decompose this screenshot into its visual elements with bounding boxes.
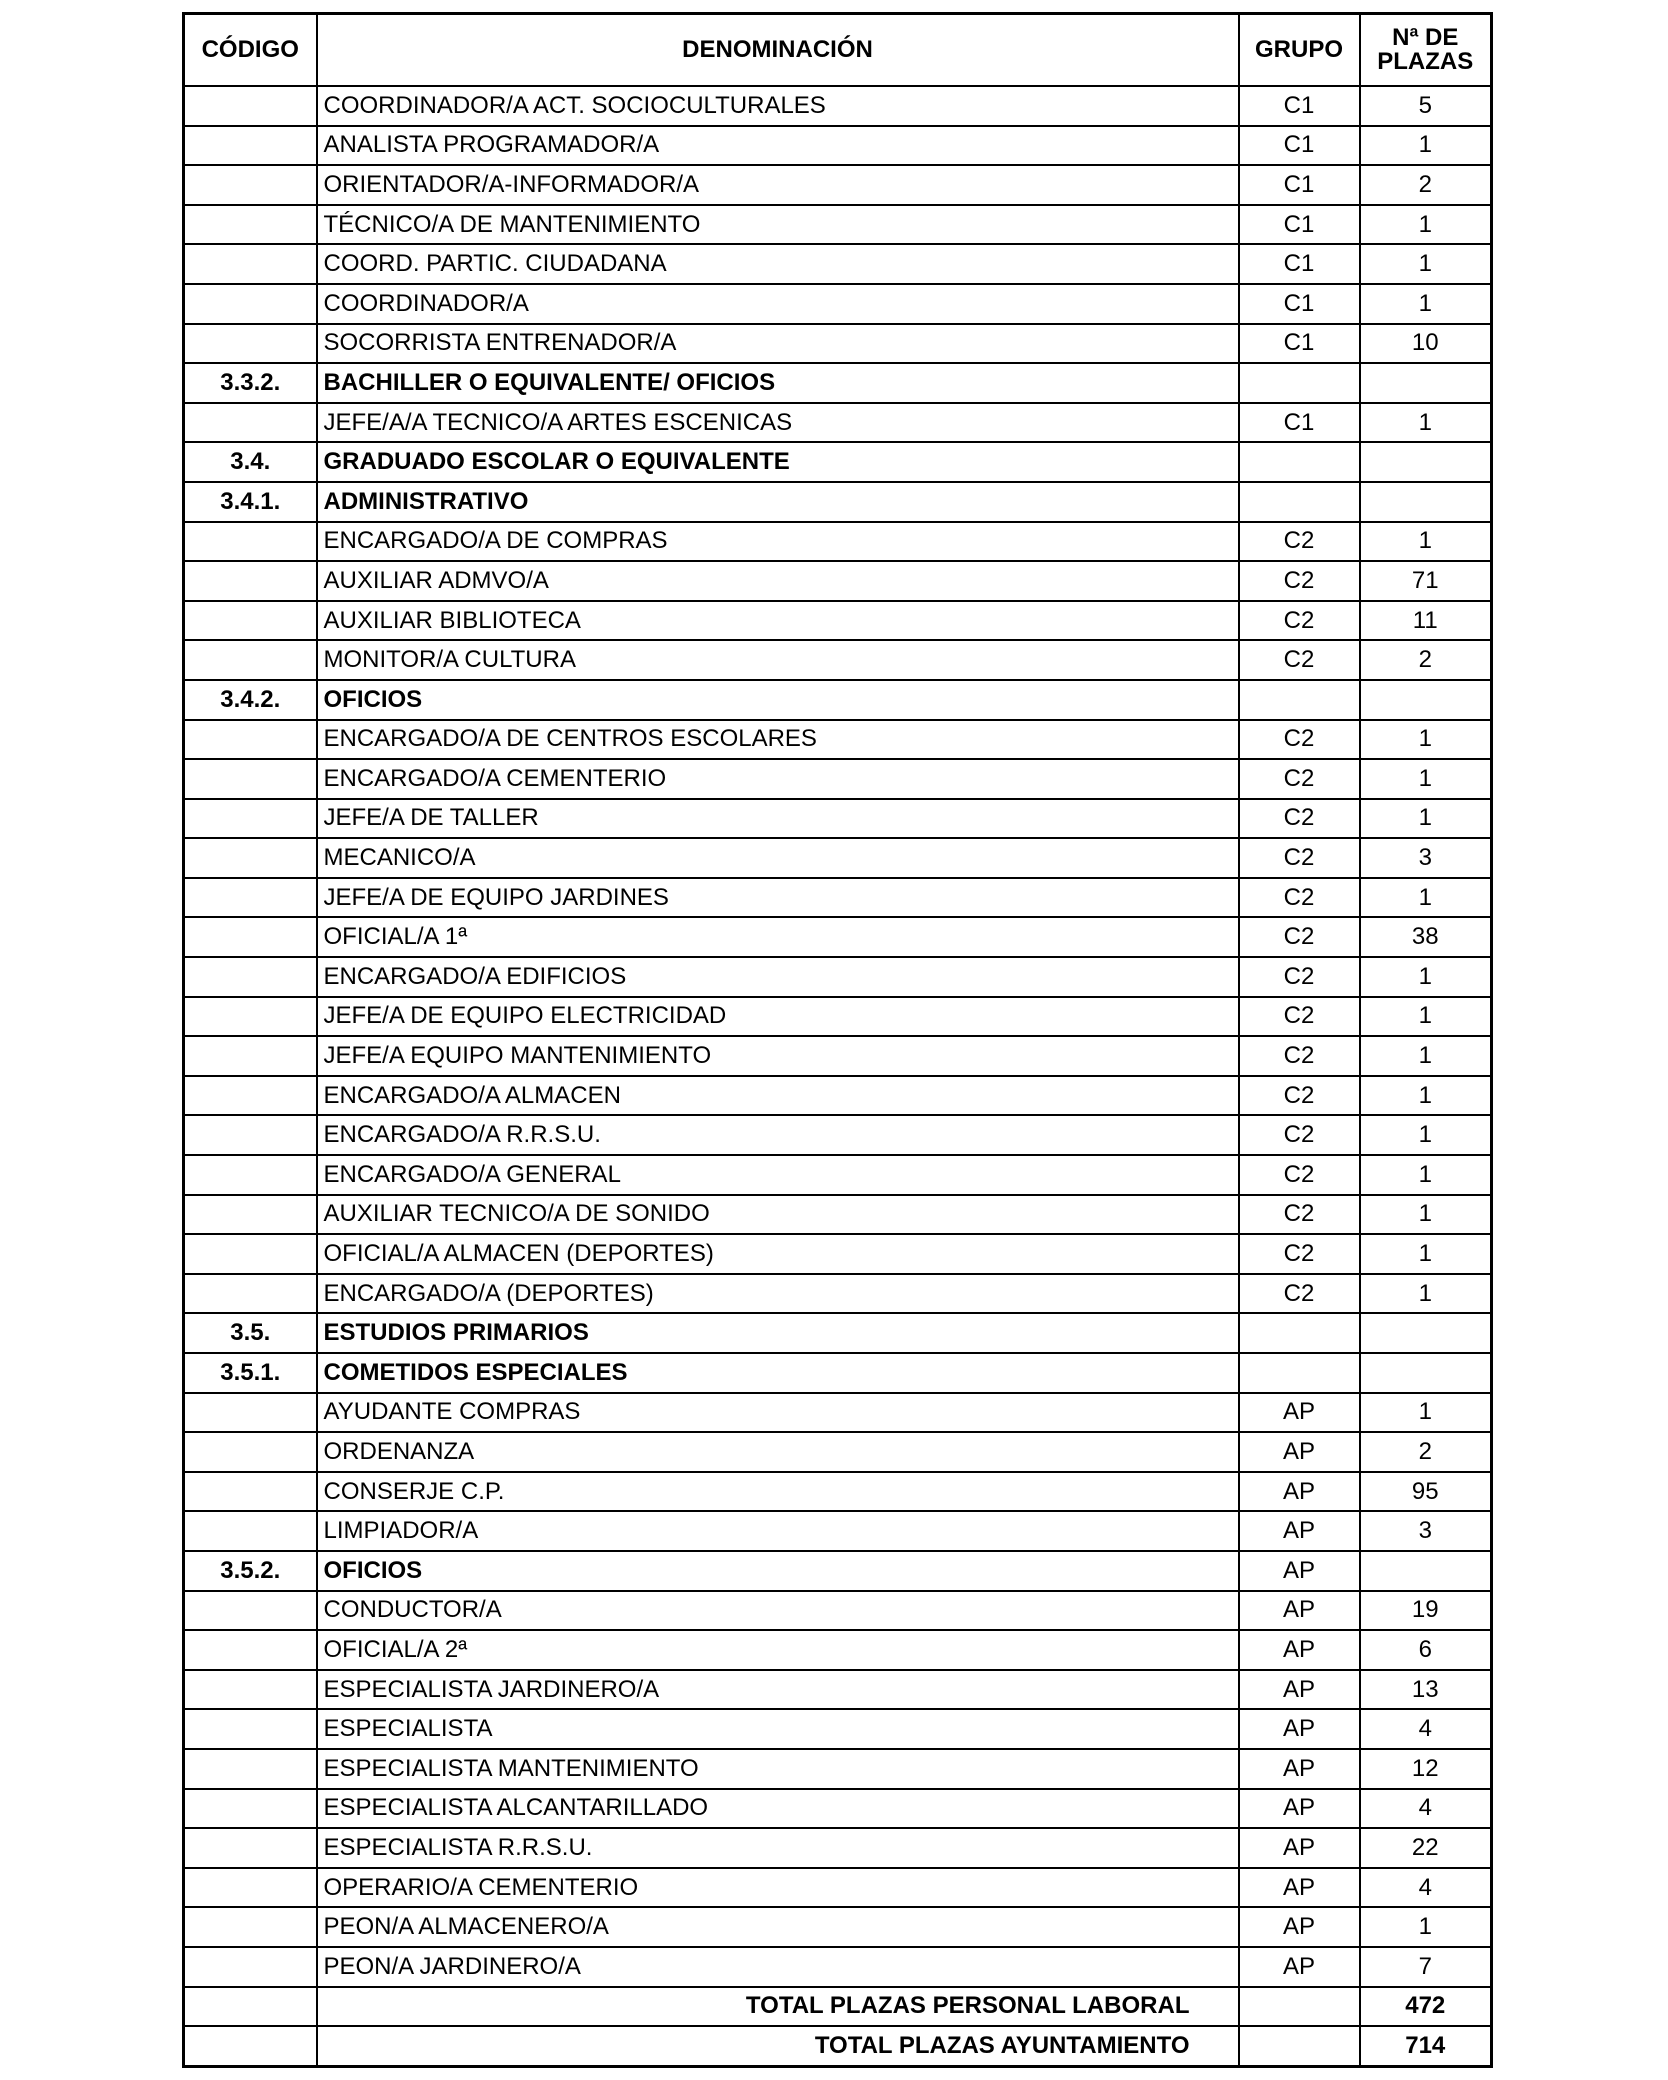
cell-denominacion: MECANICO/A xyxy=(317,838,1239,878)
cell-plazas: 1 xyxy=(1360,1907,1492,1947)
table-row xyxy=(184,86,1492,126)
cell-grupo: C2 xyxy=(1239,917,1360,957)
cell-grupo: AP xyxy=(1239,1828,1360,1868)
header-row xyxy=(184,14,1492,87)
cell-grupo: AP xyxy=(1239,1432,1360,1472)
table-row xyxy=(184,1393,1492,1433)
table-row xyxy=(184,244,1492,284)
cell-grupo: C2 xyxy=(1239,1195,1360,1235)
cell-denominacion: AUXILIAR BIBLIOTECA xyxy=(317,601,1239,641)
cell-plazas: 1 xyxy=(1360,878,1492,918)
cell-grupo xyxy=(1239,1313,1360,1353)
cell-codigo xyxy=(184,324,317,364)
cell-denominacion: ESPECIALISTA JARDINERO/A xyxy=(317,1670,1239,1710)
cell-grupo: AP xyxy=(1239,1749,1360,1789)
table-row xyxy=(184,1670,1492,1710)
cell-plazas: 1 xyxy=(1360,957,1492,997)
cell-plazas: 1 xyxy=(1360,244,1492,284)
cell-codigo: 3.5. xyxy=(184,1313,317,1353)
cell-grupo: AP xyxy=(1239,1393,1360,1433)
cell-grupo xyxy=(1239,363,1360,403)
cell-grupo: C1 xyxy=(1239,324,1360,364)
cell-grupo xyxy=(1239,442,1360,482)
table-row xyxy=(184,1195,1492,1235)
cell-plazas: 2 xyxy=(1360,640,1492,680)
cell-plazas: 1 xyxy=(1360,403,1492,443)
cell-denominacion: ENCARGADO/A R.R.S.U. xyxy=(317,1115,1239,1155)
table-row xyxy=(184,1868,1492,1908)
cell-codigo xyxy=(184,126,317,166)
cell-plazas: 6 xyxy=(1360,1630,1492,1670)
cell-plazas: 3 xyxy=(1360,838,1492,878)
cell-codigo xyxy=(184,997,317,1037)
cell-codigo xyxy=(184,403,317,443)
cell-plazas: 1 xyxy=(1360,205,1492,245)
cell-codigo xyxy=(184,1393,317,1433)
cell-plazas: 11 xyxy=(1360,601,1492,641)
cell-grupo: AP xyxy=(1239,1551,1360,1591)
cell-grupo: AP xyxy=(1239,1789,1360,1829)
cell-denominacion: MONITOR/A CULTURA xyxy=(317,640,1239,680)
cell-grupo: C2 xyxy=(1239,640,1360,680)
cell-codigo xyxy=(184,838,317,878)
table-row xyxy=(184,601,1492,641)
cell-grupo: C2 xyxy=(1239,878,1360,918)
cell-codigo xyxy=(184,1630,317,1670)
cell-plazas: 2 xyxy=(1360,165,1492,205)
table-row xyxy=(184,403,1492,443)
cell-grupo: C1 xyxy=(1239,165,1360,205)
cell-codigo xyxy=(184,878,317,918)
cell-plazas xyxy=(1360,1313,1492,1353)
table-row xyxy=(184,640,1492,680)
cell-plazas: 1 xyxy=(1360,720,1492,760)
table-row xyxy=(184,1036,1492,1076)
cell-denominacion: BACHILLER O EQUIVALENTE/ OFICIOS xyxy=(317,363,1239,403)
cell-codigo xyxy=(184,1789,317,1829)
cell-plazas: 19 xyxy=(1360,1591,1492,1631)
section-row xyxy=(184,680,1492,720)
cell-denominacion: PEON/A ALMACENERO/A xyxy=(317,1907,1239,1947)
cell-plazas: 13 xyxy=(1360,1670,1492,1710)
cell-denominacion: CONSERJE C.P. xyxy=(317,1472,1239,1512)
cell-codigo xyxy=(184,1947,317,1987)
cell-codigo xyxy=(184,2026,317,2066)
cell-codigo xyxy=(184,1155,317,1195)
cell-grupo: C1 xyxy=(1239,126,1360,166)
cell-codigo xyxy=(184,1234,317,1274)
cell-denominacion: COORDINADOR/A xyxy=(317,284,1239,324)
cell-denominacion: JEFE/A/A TECNICO/A ARTES ESCENICAS xyxy=(317,403,1239,443)
cell-denominacion: LIMPIADOR/A xyxy=(317,1511,1239,1551)
section-row xyxy=(184,1353,1492,1393)
cell-codigo xyxy=(184,561,317,601)
cell-grupo: AP xyxy=(1239,1472,1360,1512)
table-row xyxy=(184,205,1492,245)
cell-codigo xyxy=(184,1749,317,1789)
cell-plazas: 10 xyxy=(1360,324,1492,364)
cell-codigo xyxy=(184,601,317,641)
cell-plazas: 1 xyxy=(1360,1393,1492,1433)
table-row xyxy=(184,917,1492,957)
table-row xyxy=(184,126,1492,166)
table-row xyxy=(184,1630,1492,1670)
cell-grupo xyxy=(1239,1987,1360,2027)
cell-grupo xyxy=(1239,2026,1360,2066)
header-plazas-line1: Nª DE xyxy=(1392,24,1459,51)
cell-plazas: 1 xyxy=(1360,1274,1492,1314)
cell-plazas xyxy=(1360,680,1492,720)
cell-grupo: C2 xyxy=(1239,1234,1360,1274)
table-row xyxy=(184,1432,1492,1472)
cell-denominacion: ENCARGADO/A ALMACEN xyxy=(317,1076,1239,1116)
cell-denominacion: ENCARGADO/A DE COMPRAS xyxy=(317,522,1239,562)
cell-codigo: 3.4. xyxy=(184,442,317,482)
cell-denominacion: OFICIAL/A 2ª xyxy=(317,1630,1239,1670)
cell-codigo xyxy=(184,1828,317,1868)
cell-grupo: AP xyxy=(1239,1868,1360,1908)
cell-codigo xyxy=(184,1195,317,1235)
cell-codigo xyxy=(184,1868,317,1908)
cell-denominacion: JEFE/A DE EQUIPO JARDINES xyxy=(317,878,1239,918)
table-row xyxy=(184,1591,1492,1631)
cell-denominacion: TÉCNICO/A DE MANTENIMIENTO xyxy=(317,205,1239,245)
cell-denominacion: ESPECIALISTA xyxy=(317,1709,1239,1749)
cell-plazas: 2 xyxy=(1360,1432,1492,1472)
table-header xyxy=(184,14,1492,87)
header-denominacion: DENOMINACIÓN xyxy=(317,14,1239,87)
cell-denominacion: COORD. PARTIC. CIUDADANA xyxy=(317,244,1239,284)
section-row xyxy=(184,1313,1492,1353)
cell-grupo: C2 xyxy=(1239,759,1360,799)
table-row xyxy=(184,1472,1492,1512)
cell-plazas: 12 xyxy=(1360,1749,1492,1789)
cell-grupo: AP xyxy=(1239,1630,1360,1670)
table-row xyxy=(184,1115,1492,1155)
cell-plazas: 1 xyxy=(1360,1155,1492,1195)
cell-plazas xyxy=(1360,363,1492,403)
table-row xyxy=(184,1076,1492,1116)
table-row xyxy=(184,1274,1492,1314)
cell-denominacion: AYUDANTE COMPRAS xyxy=(317,1393,1239,1433)
cell-denominacion: ORDENANZA xyxy=(317,1432,1239,1472)
cell-grupo: C1 xyxy=(1239,244,1360,284)
cell-codigo: 3.4.2. xyxy=(184,680,317,720)
cell-denominacion: GRADUADO ESCOLAR O EQUIVALENTE xyxy=(317,442,1239,482)
cell-denominacion: ESPECIALISTA MANTENIMIENTO xyxy=(317,1749,1239,1789)
cell-grupo: C2 xyxy=(1239,522,1360,562)
table-row xyxy=(184,720,1492,760)
cell-denominacion: ESTUDIOS PRIMARIOS xyxy=(317,1313,1239,1353)
cell-codigo xyxy=(184,205,317,245)
cell-plazas: 472 xyxy=(1360,1987,1492,2027)
cell-codigo xyxy=(184,1907,317,1947)
cell-denominacion: ENCARGADO/A CEMENTERIO xyxy=(317,759,1239,799)
cell-denominacion: ESPECIALISTA ALCANTARILLADO xyxy=(317,1789,1239,1829)
cell-grupo: AP xyxy=(1239,1907,1360,1947)
cell-plazas: 4 xyxy=(1360,1789,1492,1829)
cell-denominacion: ENCARGADO/A (DEPORTES) xyxy=(317,1274,1239,1314)
cell-grupo: C2 xyxy=(1239,720,1360,760)
cell-codigo xyxy=(184,957,317,997)
cell-denominacion: COMETIDOS ESPECIALES xyxy=(317,1353,1239,1393)
cell-plazas: 1 xyxy=(1360,997,1492,1037)
cell-plazas: 1 xyxy=(1360,284,1492,324)
cell-grupo xyxy=(1239,1353,1360,1393)
total-row xyxy=(184,1987,1492,2027)
cell-plazas xyxy=(1360,1551,1492,1591)
cell-grupo: AP xyxy=(1239,1591,1360,1631)
cell-codigo: 3.5.2. xyxy=(184,1551,317,1591)
cell-grupo: C2 xyxy=(1239,561,1360,601)
cell-codigo xyxy=(184,1511,317,1551)
table-row xyxy=(184,1789,1492,1829)
cell-plazas: 1 xyxy=(1360,1036,1492,1076)
total-row xyxy=(184,2026,1492,2066)
cell-plazas: 1 xyxy=(1360,1115,1492,1155)
cell-plazas: 22 xyxy=(1360,1828,1492,1868)
cell-grupo: C1 xyxy=(1239,403,1360,443)
table-row xyxy=(184,1907,1492,1947)
cell-grupo: AP xyxy=(1239,1670,1360,1710)
cell-denominacion: ENCARGADO/A DE CENTROS ESCOLARES xyxy=(317,720,1239,760)
table-row xyxy=(184,165,1492,205)
cell-denominacion: ENCARGADO/A GENERAL xyxy=(317,1155,1239,1195)
cell-denominacion: ORIENTADOR/A-INFORMADOR/A xyxy=(317,165,1239,205)
cell-codigo xyxy=(184,1432,317,1472)
cell-grupo: C2 xyxy=(1239,1274,1360,1314)
header-plazas xyxy=(1360,14,1492,87)
cell-denominacion: JEFE/A EQUIPO MANTENIMIENTO xyxy=(317,1036,1239,1076)
cell-codigo xyxy=(184,1670,317,1710)
cell-plazas: 714 xyxy=(1360,2026,1492,2066)
cell-plazas: 4 xyxy=(1360,1868,1492,1908)
cell-plazas: 1 xyxy=(1360,1195,1492,1235)
cell-grupo: C2 xyxy=(1239,1115,1360,1155)
table-row xyxy=(184,284,1492,324)
cell-grupo: C2 xyxy=(1239,1076,1360,1116)
cell-codigo xyxy=(184,759,317,799)
cell-grupo: C1 xyxy=(1239,86,1360,126)
cell-plazas: 4 xyxy=(1360,1709,1492,1749)
cell-codigo xyxy=(184,1987,317,2027)
section-row xyxy=(184,1551,1492,1591)
cell-plazas: 1 xyxy=(1360,522,1492,562)
cell-grupo: C2 xyxy=(1239,838,1360,878)
cell-denominacion: PEON/A JARDINERO/A xyxy=(317,1947,1239,1987)
table-row xyxy=(184,1828,1492,1868)
cell-denominacion: ANALISTA PROGRAMADOR/A xyxy=(317,126,1239,166)
cell-denominacion: JEFE/A DE EQUIPO ELECTRICIDAD xyxy=(317,997,1239,1037)
header-plazas-line2: PLAZAS xyxy=(1377,48,1474,75)
cell-codigo xyxy=(184,244,317,284)
cell-denominacion: TOTAL PLAZAS PERSONAL LABORAL xyxy=(317,1987,1239,2027)
cell-codigo xyxy=(184,799,317,839)
cell-denominacion: ESPECIALISTA R.R.S.U. xyxy=(317,1828,1239,1868)
table-row xyxy=(184,1947,1492,1987)
cell-denominacion: ENCARGADO/A EDIFICIOS xyxy=(317,957,1239,997)
plazas-table xyxy=(182,12,1493,2068)
cell-codigo xyxy=(184,1036,317,1076)
table-row xyxy=(184,878,1492,918)
table-row xyxy=(184,759,1492,799)
cell-plazas: 95 xyxy=(1360,1472,1492,1512)
cell-denominacion: ADMINISTRATIVO xyxy=(317,482,1239,522)
table-row xyxy=(184,522,1492,562)
table-row xyxy=(184,324,1492,364)
cell-grupo: C1 xyxy=(1239,205,1360,245)
cell-grupo: AP xyxy=(1239,1709,1360,1749)
cell-denominacion: AUXILIAR ADMVO/A xyxy=(317,561,1239,601)
cell-plazas: 1 xyxy=(1360,1076,1492,1116)
cell-codigo: 3.5.1. xyxy=(184,1353,317,1393)
section-row xyxy=(184,442,1492,482)
cell-codigo xyxy=(184,1076,317,1116)
header-grupo: GRUPO xyxy=(1239,14,1360,87)
cell-denominacion: JEFE/A DE TALLER xyxy=(317,799,1239,839)
header-codigo: CÓDIGO xyxy=(184,14,317,87)
cell-denominacion: OPERARIO/A CEMENTERIO xyxy=(317,1868,1239,1908)
cell-plazas xyxy=(1360,442,1492,482)
cell-denominacion: COORDINADOR/A ACT. SOCIOCULTURALES xyxy=(317,86,1239,126)
cell-codigo: 3.4.1. xyxy=(184,482,317,522)
cell-denominacion: SOCORRISTA ENTRENADOR/A xyxy=(317,324,1239,364)
cell-codigo xyxy=(184,165,317,205)
cell-denominacion: AUXILIAR TECNICO/A DE SONIDO xyxy=(317,1195,1239,1235)
cell-codigo xyxy=(184,284,317,324)
cell-codigo xyxy=(184,1472,317,1512)
cell-plazas: 3 xyxy=(1360,1511,1492,1551)
cell-denominacion: TOTAL PLAZAS AYUNTAMIENTO xyxy=(317,2026,1239,2066)
cell-grupo: C2 xyxy=(1239,1036,1360,1076)
cell-codigo xyxy=(184,522,317,562)
cell-denominacion: OFICIOS xyxy=(317,1551,1239,1591)
cell-denominacion: CONDUCTOR/A xyxy=(317,1591,1239,1631)
cell-grupo xyxy=(1239,680,1360,720)
cell-denominacion: OFICIAL/A ALMACEN (DEPORTES) xyxy=(317,1234,1239,1274)
cell-plazas: 1 xyxy=(1360,1234,1492,1274)
table-row xyxy=(184,1155,1492,1195)
cell-codigo xyxy=(184,86,317,126)
cell-grupo: C2 xyxy=(1239,1155,1360,1195)
cell-plazas: 7 xyxy=(1360,1947,1492,1987)
table-row xyxy=(184,838,1492,878)
cell-codigo: 3.3.2. xyxy=(184,363,317,403)
cell-plazas xyxy=(1360,482,1492,522)
cell-plazas xyxy=(1360,1353,1492,1393)
cell-grupo: C2 xyxy=(1239,997,1360,1037)
cell-codigo xyxy=(184,1709,317,1749)
section-row xyxy=(184,482,1492,522)
cell-grupo: C1 xyxy=(1239,284,1360,324)
table-body xyxy=(184,86,1492,2066)
cell-grupo: AP xyxy=(1239,1511,1360,1551)
cell-codigo xyxy=(184,1274,317,1314)
cell-plazas: 1 xyxy=(1360,799,1492,839)
table-row xyxy=(184,957,1492,997)
table-row xyxy=(184,1511,1492,1551)
cell-plazas: 5 xyxy=(1360,86,1492,126)
cell-grupo: C2 xyxy=(1239,601,1360,641)
cell-grupo xyxy=(1239,482,1360,522)
section-row xyxy=(184,363,1492,403)
cell-denominacion: OFICIOS xyxy=(317,680,1239,720)
table-row xyxy=(184,997,1492,1037)
cell-codigo xyxy=(184,1591,317,1631)
cell-plazas: 38 xyxy=(1360,917,1492,957)
cell-codigo xyxy=(184,917,317,957)
cell-grupo: C2 xyxy=(1239,799,1360,839)
cell-plazas: 1 xyxy=(1360,759,1492,799)
table-row xyxy=(184,1709,1492,1749)
table-row xyxy=(184,1234,1492,1274)
cell-codigo xyxy=(184,1115,317,1155)
cell-plazas: 71 xyxy=(1360,561,1492,601)
cell-grupo: AP xyxy=(1239,1947,1360,1987)
table-row xyxy=(184,561,1492,601)
table-row xyxy=(184,1749,1492,1789)
cell-codigo xyxy=(184,640,317,680)
cell-denominacion: OFICIAL/A 1ª xyxy=(317,917,1239,957)
cell-grupo: C2 xyxy=(1239,957,1360,997)
cell-plazas: 1 xyxy=(1360,126,1492,166)
table-row xyxy=(184,799,1492,839)
cell-codigo xyxy=(184,720,317,760)
